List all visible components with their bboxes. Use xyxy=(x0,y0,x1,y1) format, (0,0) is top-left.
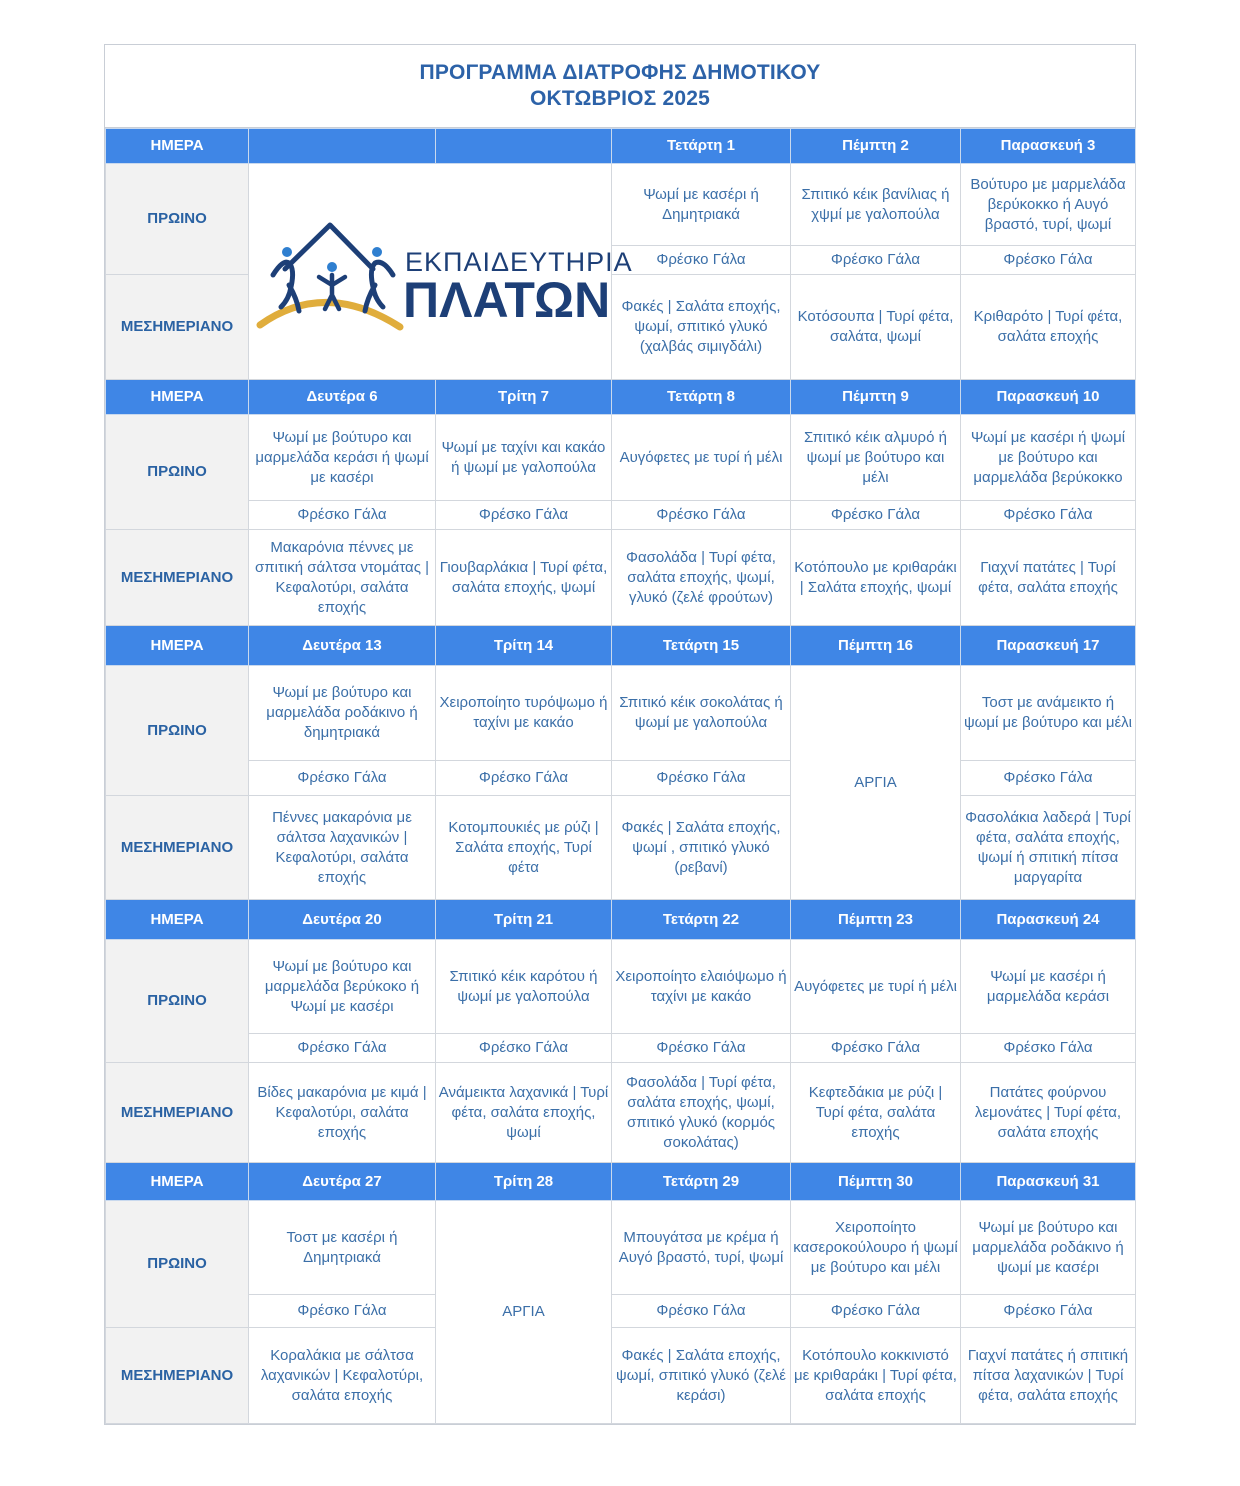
breakfast-label: ΠΡΩΙΝΟ xyxy=(106,1201,249,1328)
day-cell: Τρίτη 28 xyxy=(436,1163,612,1201)
day-cell: Τετάρτη 15 xyxy=(612,626,791,666)
milk-cell: Φρέσκο Γάλα xyxy=(961,1295,1136,1328)
day-cell: Δευτέρα 20 xyxy=(249,900,436,940)
day-cell: Πέμπτη 23 xyxy=(791,900,961,940)
lunch-cell: Φασολάκια λαδερά | Τυρί φέτα, σαλάτα εποχής, ψωμί ή σπιτική πίτσα μαργαρίτα xyxy=(961,796,1136,900)
lunch-cell: Κοτόπουλο κοκκινιστό με κριθαράκι | Τυρί φέτα, σαλάτα εποχής xyxy=(791,1328,961,1424)
milk-cell: Φρέσκο Γάλα xyxy=(612,246,791,275)
day-label: ΗΜΕΡΑ xyxy=(106,1163,249,1201)
day-cell: Παρασκευή 31 xyxy=(961,1163,1136,1201)
lunch-label: ΜΕΣΗΜΕΡΙΑΝΟ xyxy=(106,1063,249,1163)
milk-cell: Φρέσκο Γάλα xyxy=(961,761,1136,796)
week-2-header-row xyxy=(106,380,1136,415)
milk-cell: Φρέσκο Γάλα xyxy=(961,501,1136,530)
holiday-cell: ΑΡΓΙΑ xyxy=(436,1201,612,1424)
breakfast-cell: Σπιτικό κέικ βανίλιας ή χψμί με γαλοπούλα xyxy=(791,164,961,246)
holiday-cell: ΑΡΓΙΑ xyxy=(791,666,961,900)
breakfast-label: ΠΡΩΙΝΟ xyxy=(106,415,249,530)
day-cell: Παρασκευή 3 xyxy=(961,129,1136,164)
milk-cell: Φρέσκο Γάλα xyxy=(249,501,436,530)
breakfast-cell: Σπιτικό κέικ σοκολάτας ή ψωμί με γαλοπούλα xyxy=(612,666,791,761)
lunch-cell: Φακές | Σαλάτα εποχής, ψωμί , σπιτικό γλυκό (ρεβανί) xyxy=(612,796,791,900)
lunch-cell: Φακές | Σαλάτα εποχής, ψωμί, σπιτικό γλυκό (χαλβάς σιμιγδάλι) xyxy=(612,275,791,380)
breakfast-label: ΠΡΩΙΝΟ xyxy=(106,940,249,1063)
week-5-breakfast-row xyxy=(106,1201,1136,1295)
milk-cell: Φρέσκο Γάλα xyxy=(791,1034,961,1063)
day-label: ΗΜΕΡΑ xyxy=(106,900,249,940)
day-cell: Πέμπτη 30 xyxy=(791,1163,961,1201)
lunch-cell: Κοτόπουλο με κριθαράκι | Σαλάτα εποχής, ψωμί xyxy=(791,530,961,626)
day-label: ΗΜΕΡΑ xyxy=(106,626,249,666)
lunch-cell: Φακές | Σαλάτα εποχής, ψωμί, σπιτικό γλυκό (ζελέ κεράσι) xyxy=(612,1328,791,1424)
breakfast-cell: Σπιτικό κέικ αλμυρό ή ψωμί με βούτυρο και μέλι xyxy=(791,415,961,501)
lunch-cell: Μακαρόνια πέννες με σπιτική σάλτσα ντομάτας | Κεφαλοτύρι, σαλάτα εποχής xyxy=(249,530,436,626)
day-cell: Παρασκευή 24 xyxy=(961,900,1136,940)
day-label: ΗΜΕΡΑ xyxy=(106,129,249,164)
week-2-breakfast-row xyxy=(106,415,1136,501)
lunch-cell: Γιαχνί πατάτες | Τυρί φέτα, σαλάτα εποχής xyxy=(961,530,1136,626)
week-3-milk-row xyxy=(106,761,1136,796)
milk-cell: Φρέσκο Γάλα xyxy=(249,1034,436,1063)
day-cell: Τετάρτη 29 xyxy=(612,1163,791,1201)
day-label: ΗΜΕΡΑ xyxy=(106,380,249,415)
day-cell: Πέμπτη 2 xyxy=(791,129,961,164)
meal-table xyxy=(105,128,1136,1424)
milk-cell: Φρέσκο Γάλα xyxy=(249,761,436,796)
breakfast-cell: Ψωμί με βούτυρο και μαρμελάδα κεράσι ή ψωμί με κασέρι xyxy=(249,415,436,501)
week-1-breakfast-row xyxy=(106,164,1136,246)
lunch-cell: Βίδες μακαρόνια με κιμά | Κεφαλοτύρι, σαλάτα εποχής xyxy=(249,1063,436,1163)
breakfast-cell: Τοστ με κασέρι ή Δημητριακά xyxy=(249,1201,436,1295)
breakfast-cell: Μπουγάτσα με κρέμα ή Αυγό βραστό, τυρί, ψωμί xyxy=(612,1201,791,1295)
milk-cell: Φρέσκο Γάλα xyxy=(612,1295,791,1328)
breakfast-cell: Βούτυρο με μαρμελάδα βερύκοκκο ή Αυγό βραστό, τυρί, ψωμί xyxy=(961,164,1136,246)
lunch-cell: Κοτόσουπα | Τυρί φέτα, σαλάτα, ψωμί xyxy=(791,275,961,380)
milk-cell: Φρέσκο Γάλα xyxy=(961,246,1136,275)
week-4-breakfast-row xyxy=(106,940,1136,1034)
lunch-label: ΜΕΣΗΜΕΡΙΑΝΟ xyxy=(106,796,249,900)
day-cell: Τετάρτη 1 xyxy=(612,129,791,164)
week-5-milk-row xyxy=(106,1295,1136,1328)
breakfast-cell: Ψωμί με κασέρι ή ψωμί με βούτυρο και μαρμελάδα βερύκοκκο xyxy=(961,415,1136,501)
lunch-cell: Κοραλάκια με σάλτσα λαχανικών | Κεφαλοτύρι, σαλάτα εποχής xyxy=(249,1328,436,1424)
day-cell: Πέμπτη 9 xyxy=(791,380,961,415)
milk-cell: Φρέσκο Γάλα xyxy=(612,1034,791,1063)
day-cell: Τετάρτη 8 xyxy=(612,380,791,415)
logo-wrap xyxy=(251,207,633,337)
breakfast-cell: Ψωμί με ταχίνι και κακάο ή ψωμί με γαλοπούλα xyxy=(436,415,612,501)
day-cell: Τρίτη 7 xyxy=(436,380,612,415)
day-cell-empty xyxy=(249,129,436,164)
day-cell: Τρίτη 14 xyxy=(436,626,612,666)
week-3-breakfast-row xyxy=(106,666,1136,761)
lunch-cell: Πέννες μακαρόνια με σάλτσα λαχανικών | Κεφαλοτύρι, σαλάτα εποχής xyxy=(249,796,436,900)
logo-line1: ΕΚΠΑΙΔΕΥΤΗΡΙΑ xyxy=(405,246,633,277)
milk-cell: Φρέσκο Γάλα xyxy=(612,501,791,530)
milk-cell: Φρέσκο Γάλα xyxy=(612,761,791,796)
breakfast-cell: Χειροποίητο ελαιόψωμο ή ταχίνι με κακάο xyxy=(612,940,791,1034)
lunch-cell: Πατάτες φούρνου λεμονάτες | Τυρί φέτα, σαλάτα εποχής xyxy=(961,1063,1136,1163)
milk-cell: Φρέσκο Γάλα xyxy=(791,1295,961,1328)
breakfast-cell: Αυγόφετες με τυρί ή μέλι xyxy=(612,415,791,501)
lunch-cell: Κριθαρότο | Τυρί φέτα, σαλάτα εποχής xyxy=(961,275,1136,380)
meal-plan-sheet xyxy=(104,44,1136,1425)
breakfast-cell: Αυγόφετες με τυρί ή μέλι xyxy=(791,940,961,1034)
milk-cell: Φρέσκο Γάλα xyxy=(436,761,612,796)
breakfast-cell: Ψωμί με κασέρι ή Δημητριακά xyxy=(612,164,791,246)
milk-cell: Φρέσκο Γάλα xyxy=(436,501,612,530)
day-cell: Τρίτη 21 xyxy=(436,900,612,940)
day-cell: Τετάρτη 22 xyxy=(612,900,791,940)
day-cell: Δευτέρα 6 xyxy=(249,380,436,415)
week-3-header-row xyxy=(106,626,1136,666)
title-box xyxy=(105,45,1135,128)
lunch-cell: Γιουβαρλάκια | Τυρί φέτα, σαλάτα εποχής, ψωμί xyxy=(436,530,612,626)
week-4-lunch-row xyxy=(106,1063,1136,1163)
breakfast-cell: Ψωμί με βούτυρο και μαρμελάδα ροδάκινο ή δημητριακά xyxy=(249,666,436,761)
day-cell: Παρασκευή 17 xyxy=(961,626,1136,666)
breakfast-cell: Χειροποίητο τυρόψωμο ή ταχίνι με κακάο xyxy=(436,666,612,761)
breakfast-cell: Τοστ με ανάμεικτο ή ψωμί με βούτυρο και μέλι xyxy=(961,666,1136,761)
week-5-lunch-row xyxy=(106,1328,1136,1424)
milk-cell: Φρέσκο Γάλα xyxy=(791,246,961,275)
week-4-milk-row xyxy=(106,1034,1136,1063)
lunch-cell: Φασολάδα | Τυρί φέτα, σαλάτα εποχής, ψωμί, σπιτικό γλυκό (κορμός σοκολάτας) xyxy=(612,1063,791,1163)
week-3-lunch-row xyxy=(106,796,1136,900)
lunch-label: ΜΕΣΗΜΕΡΙΑΝΟ xyxy=(106,530,249,626)
breakfast-cell: Ψωμί με βούτυρο και μαρμελάδα βερύκοκο ή Ψωμί με κασέρι xyxy=(249,940,436,1034)
week-5-header-row xyxy=(106,1163,1136,1201)
lunch-cell: Γιαχνί πατάτες ή σπιτική πίτσα λαχανικών | Τυρί φέτα, σαλάτα εποχής xyxy=(961,1328,1136,1424)
breakfast-cell: Ψωμί με κασέρι ή μαρμελάδα κεράσι xyxy=(961,940,1136,1034)
breakfast-label: ΠΡΩΙΝΟ xyxy=(106,164,249,275)
logo-line2: ΠΛΑΤΩΝ xyxy=(403,271,611,328)
breakfast-cell: Χειροποίητο κασεροκούλουρο ή ψωμί με βούτυρο και μέλι xyxy=(791,1201,961,1295)
page-title: ΠΡΟΓΡΑΜΜΑ ΔΙΑΤΡΟΦΗΣ ΔΗΜΟΤΙΚΟΥ xyxy=(419,61,821,84)
lunch-cell: Κεφτεδάκια με ρύζι | Τυρί φέτα, σαλάτα εποχής xyxy=(791,1063,961,1163)
milk-cell: Φρέσκο Γάλα xyxy=(961,1034,1136,1063)
week-4-header-row xyxy=(106,900,1136,940)
day-cell: Δευτέρα 27 xyxy=(249,1163,436,1201)
logo-emblem-icon xyxy=(255,207,633,337)
week-2-milk-row xyxy=(106,501,1136,530)
lunch-cell: Κοτομπουκιές με ρύζι | Σαλάτα εποχής, Τυρί φέτα xyxy=(436,796,612,900)
breakfast-cell: Ψωμί με βούτυρο και μαρμελάδα ροδάκινο ή ψωμί με κασέρι xyxy=(961,1201,1136,1295)
lunch-label: ΜΕΣΗΜΕΡΙΑΝΟ xyxy=(106,1328,249,1424)
breakfast-label: ΠΡΩΙΝΟ xyxy=(106,666,249,796)
milk-cell: Φρέσκο Γάλα xyxy=(791,501,961,530)
lunch-cell: Φασολάδα | Τυρί φέτα, σαλάτα εποχής, ψωμί, γλυκό (ζελέ φρούτων) xyxy=(612,530,791,626)
milk-cell: Φρέσκο Γάλα xyxy=(436,1034,612,1063)
school-logo xyxy=(249,164,633,380)
week-1-header-row xyxy=(106,129,1136,164)
breakfast-cell: Σπιτικό κέικ καρότου ή ψωμί με γαλοπούλα xyxy=(436,940,612,1034)
day-cell: Πέμπτη 16 xyxy=(791,626,961,666)
lunch-cell: Ανάμεικτα λαχανικά | Τυρί φέτα, σαλάτα εποχής, ψωμί xyxy=(436,1063,612,1163)
day-cell: Παρασκευή 10 xyxy=(961,380,1136,415)
milk-cell: Φρέσκο Γάλα xyxy=(249,1295,436,1328)
lunch-label: ΜΕΣΗΜΕΡΙΑΝΟ xyxy=(106,275,249,380)
page-subtitle: ΟΚΤΩΒΡΙΟΣ 2025 xyxy=(529,87,711,110)
day-cell-empty xyxy=(436,129,612,164)
week-2-lunch-row xyxy=(106,530,1136,626)
day-cell: Δευτέρα 13 xyxy=(249,626,436,666)
